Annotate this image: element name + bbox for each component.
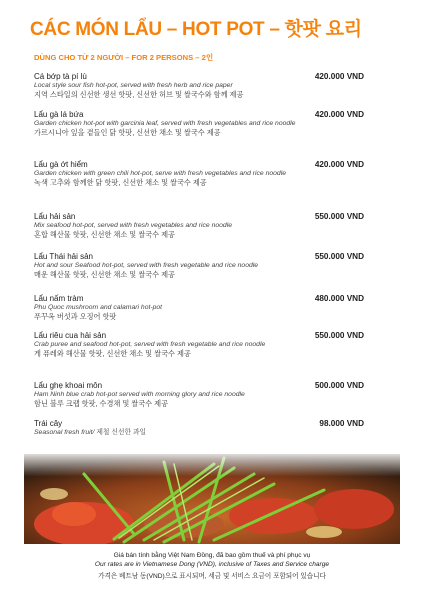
dish-description-en: Local style sour fish hot-pot, served with fresh herb and rice paper xyxy=(34,82,233,89)
dish-price: 550.000 VND xyxy=(314,331,364,340)
dish-name: Trái cây xyxy=(34,419,63,428)
dish-price: 420.000 VND xyxy=(314,72,364,81)
dish-price: 500.000 VND xyxy=(314,381,364,390)
price-note-ko: 가격은 베트남 동(VND)으로 표시되며, 세금 및 서비스 요금이 포함되어 있습니다 xyxy=(98,573,326,580)
menu-item xyxy=(34,331,364,358)
dish-price: 550.000 VND xyxy=(314,252,364,261)
dish-price: 550.000 VND xyxy=(314,212,364,221)
dish-description-ko: 녹색 고추와 함께한 닭 핫팟, 신선한 채소 및 쌀국수 제공 xyxy=(34,178,207,188)
dish-description-en: Hot and sour Seafood hot-pot, served with fresh vegetable and rice noodle xyxy=(34,262,259,269)
dish-description-en xyxy=(34,429,296,437)
dish-name: Lẩu gà lá bứa xyxy=(34,110,84,119)
menu-item xyxy=(34,72,364,99)
dish-name: Lẩu Thái hải sản xyxy=(34,252,94,261)
crab-hotpot-image xyxy=(24,454,400,544)
menu-item xyxy=(34,381,364,408)
price-note-vi: Giá bán tính bằng Việt Nam Đồng, đã bao gồm thuế và phí phục vụ xyxy=(113,552,311,559)
dish-price: 420.000 VND xyxy=(314,110,364,119)
dish-name: Lẩu nấm tràm xyxy=(34,294,84,303)
menu-item xyxy=(34,160,364,187)
dish-description-ko: 매운 해산물 핫팟, 신선한 채소 및 쌀국수 제공 xyxy=(34,270,175,280)
dish-name: Cá bớp tà pí lù xyxy=(34,72,87,81)
dish-description-en: Crab puree and seafood hot-pot, served with fresh vegetable and rice noodle xyxy=(34,341,266,348)
dish-description-ko: 지역 스타일의 신선한 생선 핫팟, 신선한 허브 및 쌀국수와 함께 제공 xyxy=(34,90,244,100)
menu-item xyxy=(34,252,364,279)
dish-description-ko: 가르시니아 잎을 곁들인 닭 핫팟, 신선한 채소 및 쌀국수 제공 xyxy=(34,128,221,138)
dish-name: Lẩu riêu cua hải sản xyxy=(34,331,107,340)
dish-description-ko: 푸꾸옥 버섯과 오징어 핫팟 xyxy=(34,312,117,322)
dish-description-en: Ham Ninh blue crab hot-pot served with morning glory and rice noodle xyxy=(34,391,245,398)
serving-note: DÙNG CHO TỪ 2 NGƯỜI – FOR 2 PERSONS – 2인 xyxy=(34,53,214,62)
dish-description-en: Garden chicken with green chili hot-pot, serve with fresh vegetables and rice noodle xyxy=(34,170,287,177)
dish-description-en: Phu Quoc mushroom and calamari hot-pot xyxy=(34,304,163,311)
dish-name: Lẩu ghẹ khoai môn xyxy=(34,381,103,390)
dish-description-ko: 게 퓨레와 해산물 핫팟, 신선한 채소 및 쌀국수 제공 xyxy=(34,349,191,359)
dish-description-en-text: Seasonal fresh fruit/ xyxy=(34,429,95,436)
menu-item xyxy=(34,212,364,239)
dish-price: 480.000 VND xyxy=(314,294,364,303)
menu-item xyxy=(34,294,364,321)
dish-description-ko-inline: 제철 신선한 과일 xyxy=(96,429,147,436)
dish-name: Lẩu hải sản xyxy=(34,212,76,221)
menu-item xyxy=(34,110,364,137)
hotpot-photo xyxy=(24,454,400,544)
page-title: CÁC MÓN LẨU – HOT POT – 핫팟 요리 xyxy=(30,19,362,40)
menu-item xyxy=(34,419,364,437)
dish-description-ko: 혼합 해산물 핫팟, 신선한 채소 및 쌀국수 제공 xyxy=(34,230,175,240)
dish-description-en: Garden chicken hot-pot with garcinia leaf, served with fresh vegetables and rice noodle xyxy=(34,120,296,127)
dish-description-ko: 함닌 블루 크랩 핫팟, 수경채 및 쌀국수 제공 xyxy=(34,399,169,409)
dish-name: Lẩu gà ớt hiểm xyxy=(34,160,88,169)
dish-description-en: Mix seafood hot-pot, served with fresh vegetables and rice noodle xyxy=(34,222,232,229)
dish-price: 98.000 VND xyxy=(319,419,364,428)
dish-price: 420.000 VND xyxy=(314,160,364,169)
price-note-en: Our rates are in Vietnamese Dong (VND), inclusive of Taxes and Service charge xyxy=(94,561,330,568)
